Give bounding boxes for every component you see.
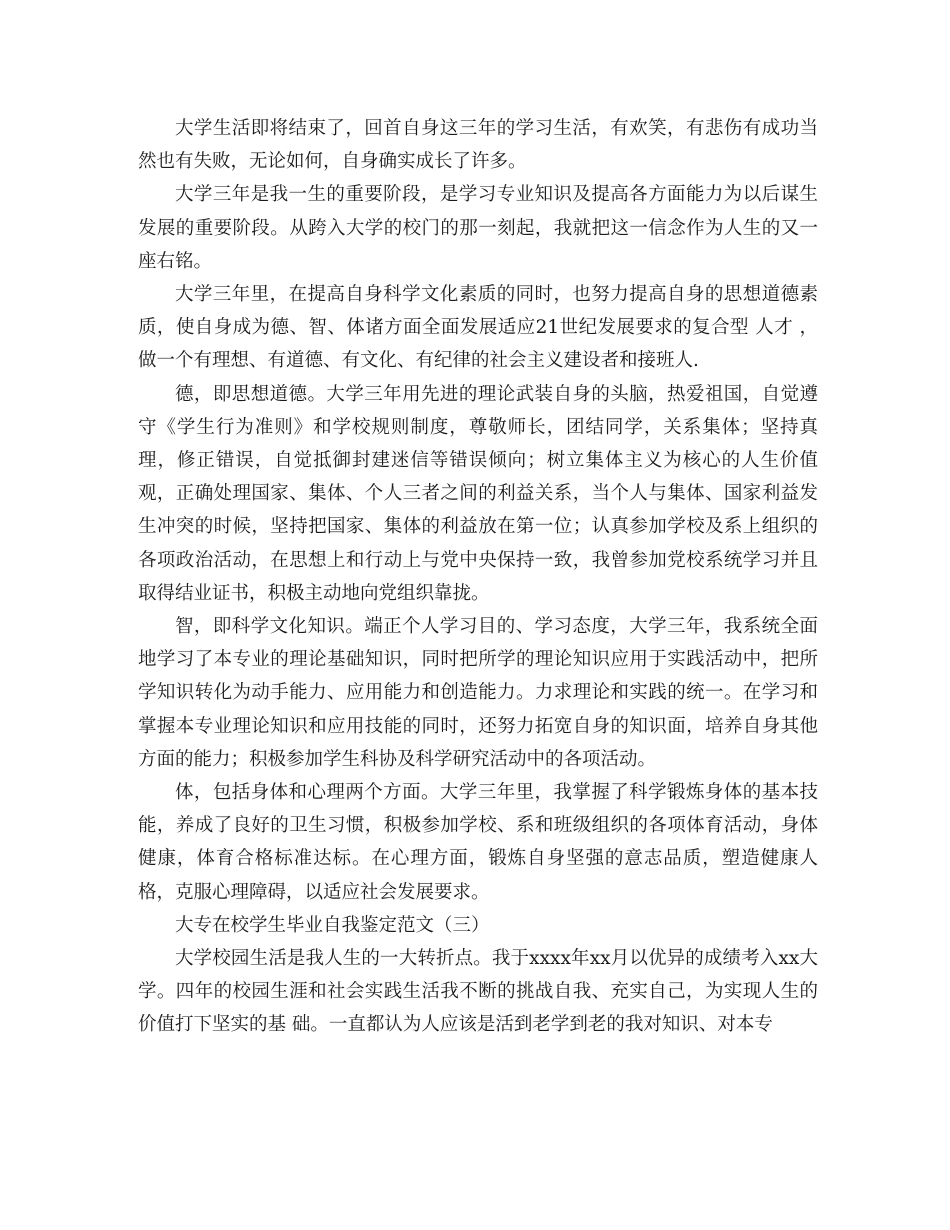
paragraph-intro: 大学生活即将结束了，回首自身这三年的学习生活，有欢笑，有悲伤有成功当然也有失败，无论如何，自身确实成长了许多。	[138, 118, 818, 173]
paragraph-important-stage: 大学三年是我一生的重要阶段，是学习专业知识及提高各方面能力为以后谋生发展的重要阶段。从跨入大学的校门的那一刻起，我就把这一信念作为人生的又一座右铭。	[138, 184, 818, 272]
paragraph-morality: 德，即思想道德。大学三年用先进的理论武装自身的头脑，热爱祖国，自觉遵守《学生行为准则》和学校规则制度，尊敬师长，团结同学，关系集体；坚持真理，修正错误，自觉抵御封建迷信等错误倾向；树立集体主义为核心的人生价值观，正确处理国家、集体、个人三者之间的利益关系，当个人与集体、国家利益发生冲突的时候，坚持把国家、集体的利益放在第一位；认真参加学校及系上组织的各项政治活动，在思想上和行动上与党中央保持一致，我曾参加党校系统学习并且取得结业证书，积极主动地向党组织靠拢。	[138, 383, 818, 604]
section-heading: 大专在校学生毕业自我鉴定范文（三）	[175, 914, 490, 936]
paragraph-overall-development: 大学三年里，在提高自身科学文化素质的同时，也努力提高自身的思想道德素质，使自身成为德、智、体诸方面全面发展适应21世纪发展要求的复合型 人才 ，做一个有理想、有道德、有文化、有纪律的社会主义建设者和接班人.	[138, 284, 818, 372]
document-body	[138, 112, 818, 1042]
paragraph-intellect: 智，即科学文化知识。端正个人学习目的、学习态度，大学三年，我系统全面地学习了本专业的理论基础知识，同时把所学的理论知识应用于实践活动中，把所学知识转化为动手能力、应用能力和创造能力。力求理论和实践的统一。在学习和掌握本专业理论知识和应用技能的同时，还努力拓宽自身的知识面，培养自身其他方面的能力；积极参加学生科协及科学研究活动中的各项活动。	[138, 616, 818, 770]
paragraph-physical: 体，包括身体和心理两个方面。大学三年里，我掌握了科学锻炼身体的基本技能，养成了良好的卫生习惯，积极参加学校、系和班级组织的各项体育活动，身体健康，体育合格标准达标。在心理方面，锻炼自身坚强的意志品质，塑造健康人格，克服心理障碍，以适应社会发展要求。	[138, 782, 818, 903]
paragraph-campus-life: 大学校园生活是我人生的一大转折点。我于xxxx年xx月以优异的成绩考入xx大学。四年的校园生涯和社会实践生活我不断的挑战自我、充实自己，为实现人生的价值打下坚实的基 础。一直都认为人应该是活到老学到老的我对知识、对本专	[138, 948, 818, 1036]
